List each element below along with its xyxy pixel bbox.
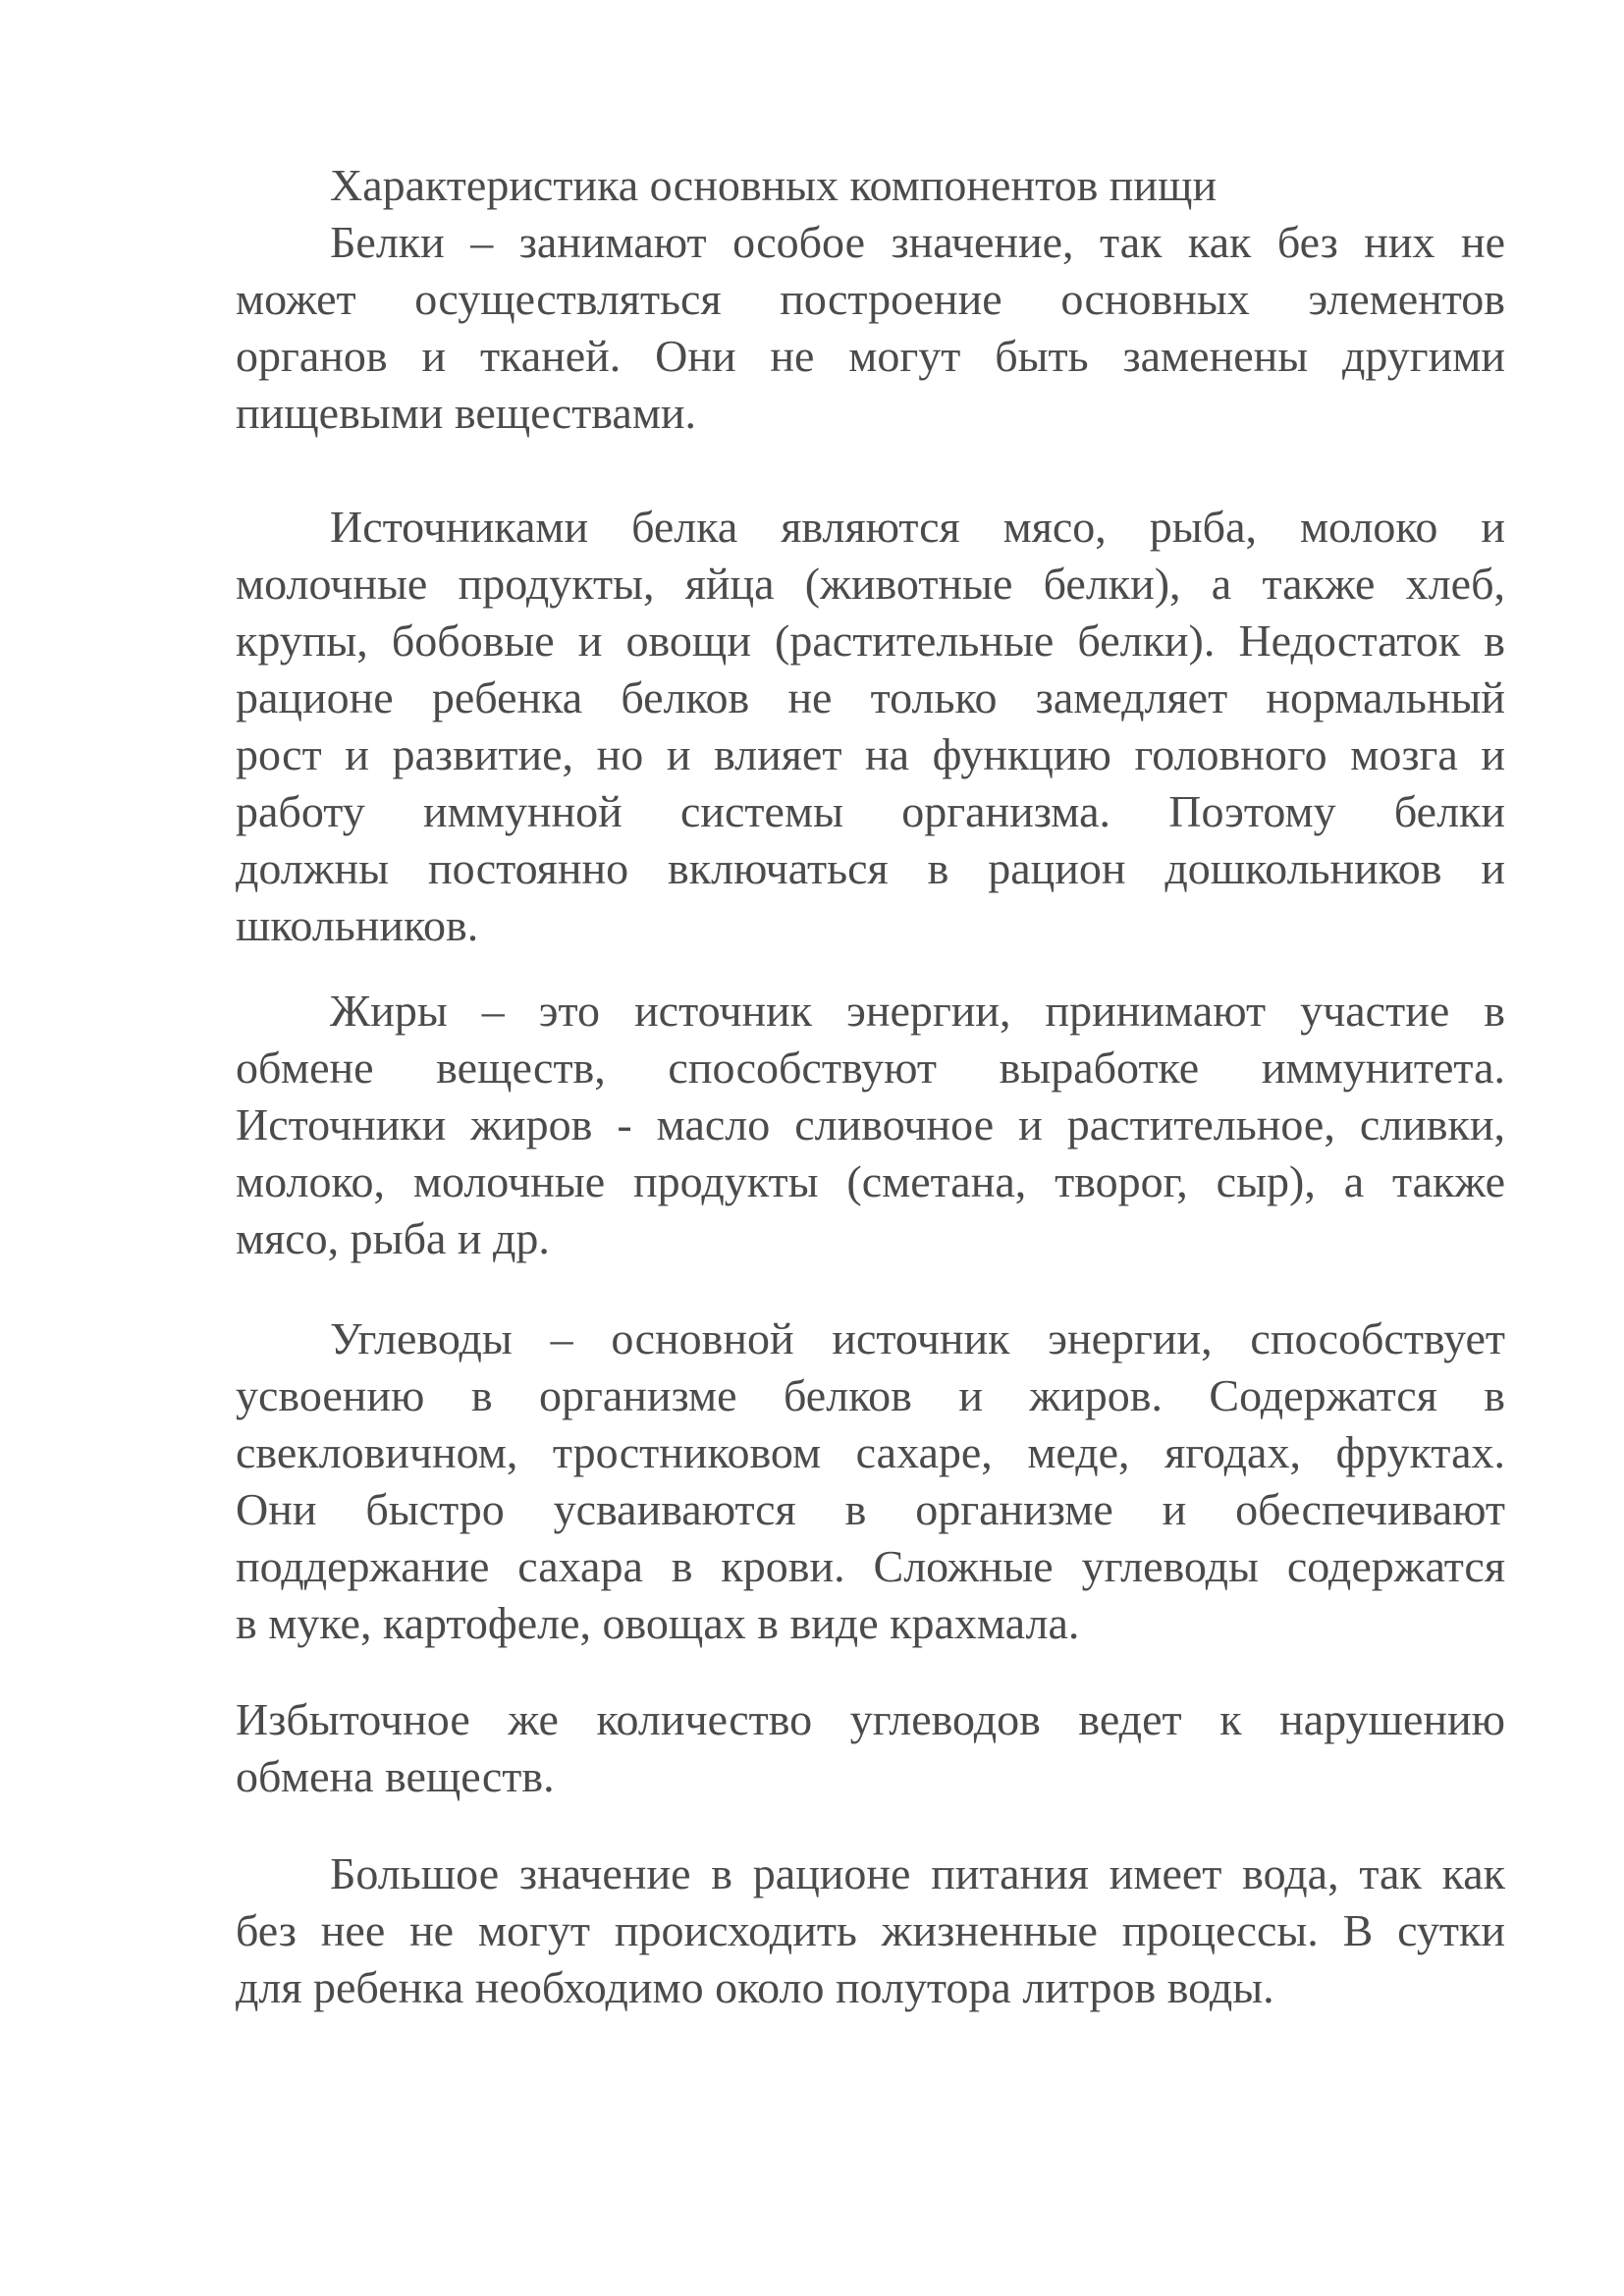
- text-line: в муке, картофеле, овощах в виде крахмала.: [236, 1598, 1080, 1648]
- text-line: Жиры – это источник энергии, принимают участие в: [330, 986, 1505, 1036]
- text-line: свекловичном, тростниковом сахаре, меде, ягодах, фруктах.: [236, 1427, 1505, 1477]
- text-line: молоко, молочные продукты (сметана, творог, сыр), а также: [236, 1156, 1505, 1206]
- text-line: обмене веществ, способствуют выработке иммунитета.: [236, 1042, 1505, 1093]
- text-line: крупы, бобовые и овощи (растительные белки). Недостаток в: [236, 615, 1505, 666]
- text-line: молочные продукты, яйца (животные белки), а также хлеб,: [236, 559, 1505, 609]
- text-line: обмена веществ.: [236, 1751, 555, 1801]
- text-line: Источниками белка являются мясо, рыба, молоко и: [330, 502, 1505, 552]
- paragraph-protein-sources: [236, 499, 1505, 954]
- paragraph-fats: [236, 983, 1505, 1267]
- document-page: [236, 157, 1505, 2016]
- text-line: может осуществляться построение основных элементов: [236, 274, 1505, 324]
- document-title: Характеристика основных компонентов пищи: [330, 160, 1218, 210]
- text-line: Углеводы – основной источник энергии, способствует: [330, 1313, 1505, 1363]
- paragraph-excess-carbohydrates: [236, 1691, 1505, 1805]
- text-line: Они быстро усваиваются в организме и обеспечивают: [236, 1484, 1505, 1534]
- text-line: для ребенка необходимо около полутора литров воды.: [236, 1962, 1274, 2012]
- text-line: усвоению в организме белков и жиров. Содержатся в: [236, 1370, 1505, 1420]
- text-line: Большое значение в рационе питания имеет вода, так как: [330, 1848, 1505, 1898]
- text-line: Источники жиров - масло сливочное и растительное, сливки,: [236, 1099, 1505, 1149]
- text-line: органов и тканей. Они не могут быть заменены другими: [236, 331, 1505, 381]
- text-line: Белки – занимают особое значение, так как без них не: [330, 217, 1505, 267]
- text-line: работу иммунной системы организма. Поэтому белки: [236, 786, 1505, 836]
- text-line: рационе ребенка белков не только замедляет нормальный: [236, 672, 1505, 722]
- text-line: Избыточное же количество углеводов ведет к нарушению: [236, 1694, 1505, 1744]
- text-line: рост и развитие, но и влияет на функцию головного мозга и: [236, 729, 1505, 779]
- paragraph-carbohydrates: [236, 1310, 1505, 1652]
- text-line: школьников.: [236, 900, 479, 950]
- paragraph-water: [236, 1845, 1505, 2016]
- text-line: поддержание сахара в крови. Сложные углеводы содержатся: [236, 1541, 1505, 1591]
- text-line: пищевыми веществами.: [236, 388, 697, 438]
- text-line: должны постоянно включаться в рацион дошкольников и: [236, 843, 1505, 893]
- text-line: мясо, рыба и др.: [236, 1213, 550, 1263]
- paragraph-proteins: [236, 214, 1505, 442]
- text-line: без нее не могут происходить жизненные процессы. В сутки: [236, 1905, 1505, 1955]
